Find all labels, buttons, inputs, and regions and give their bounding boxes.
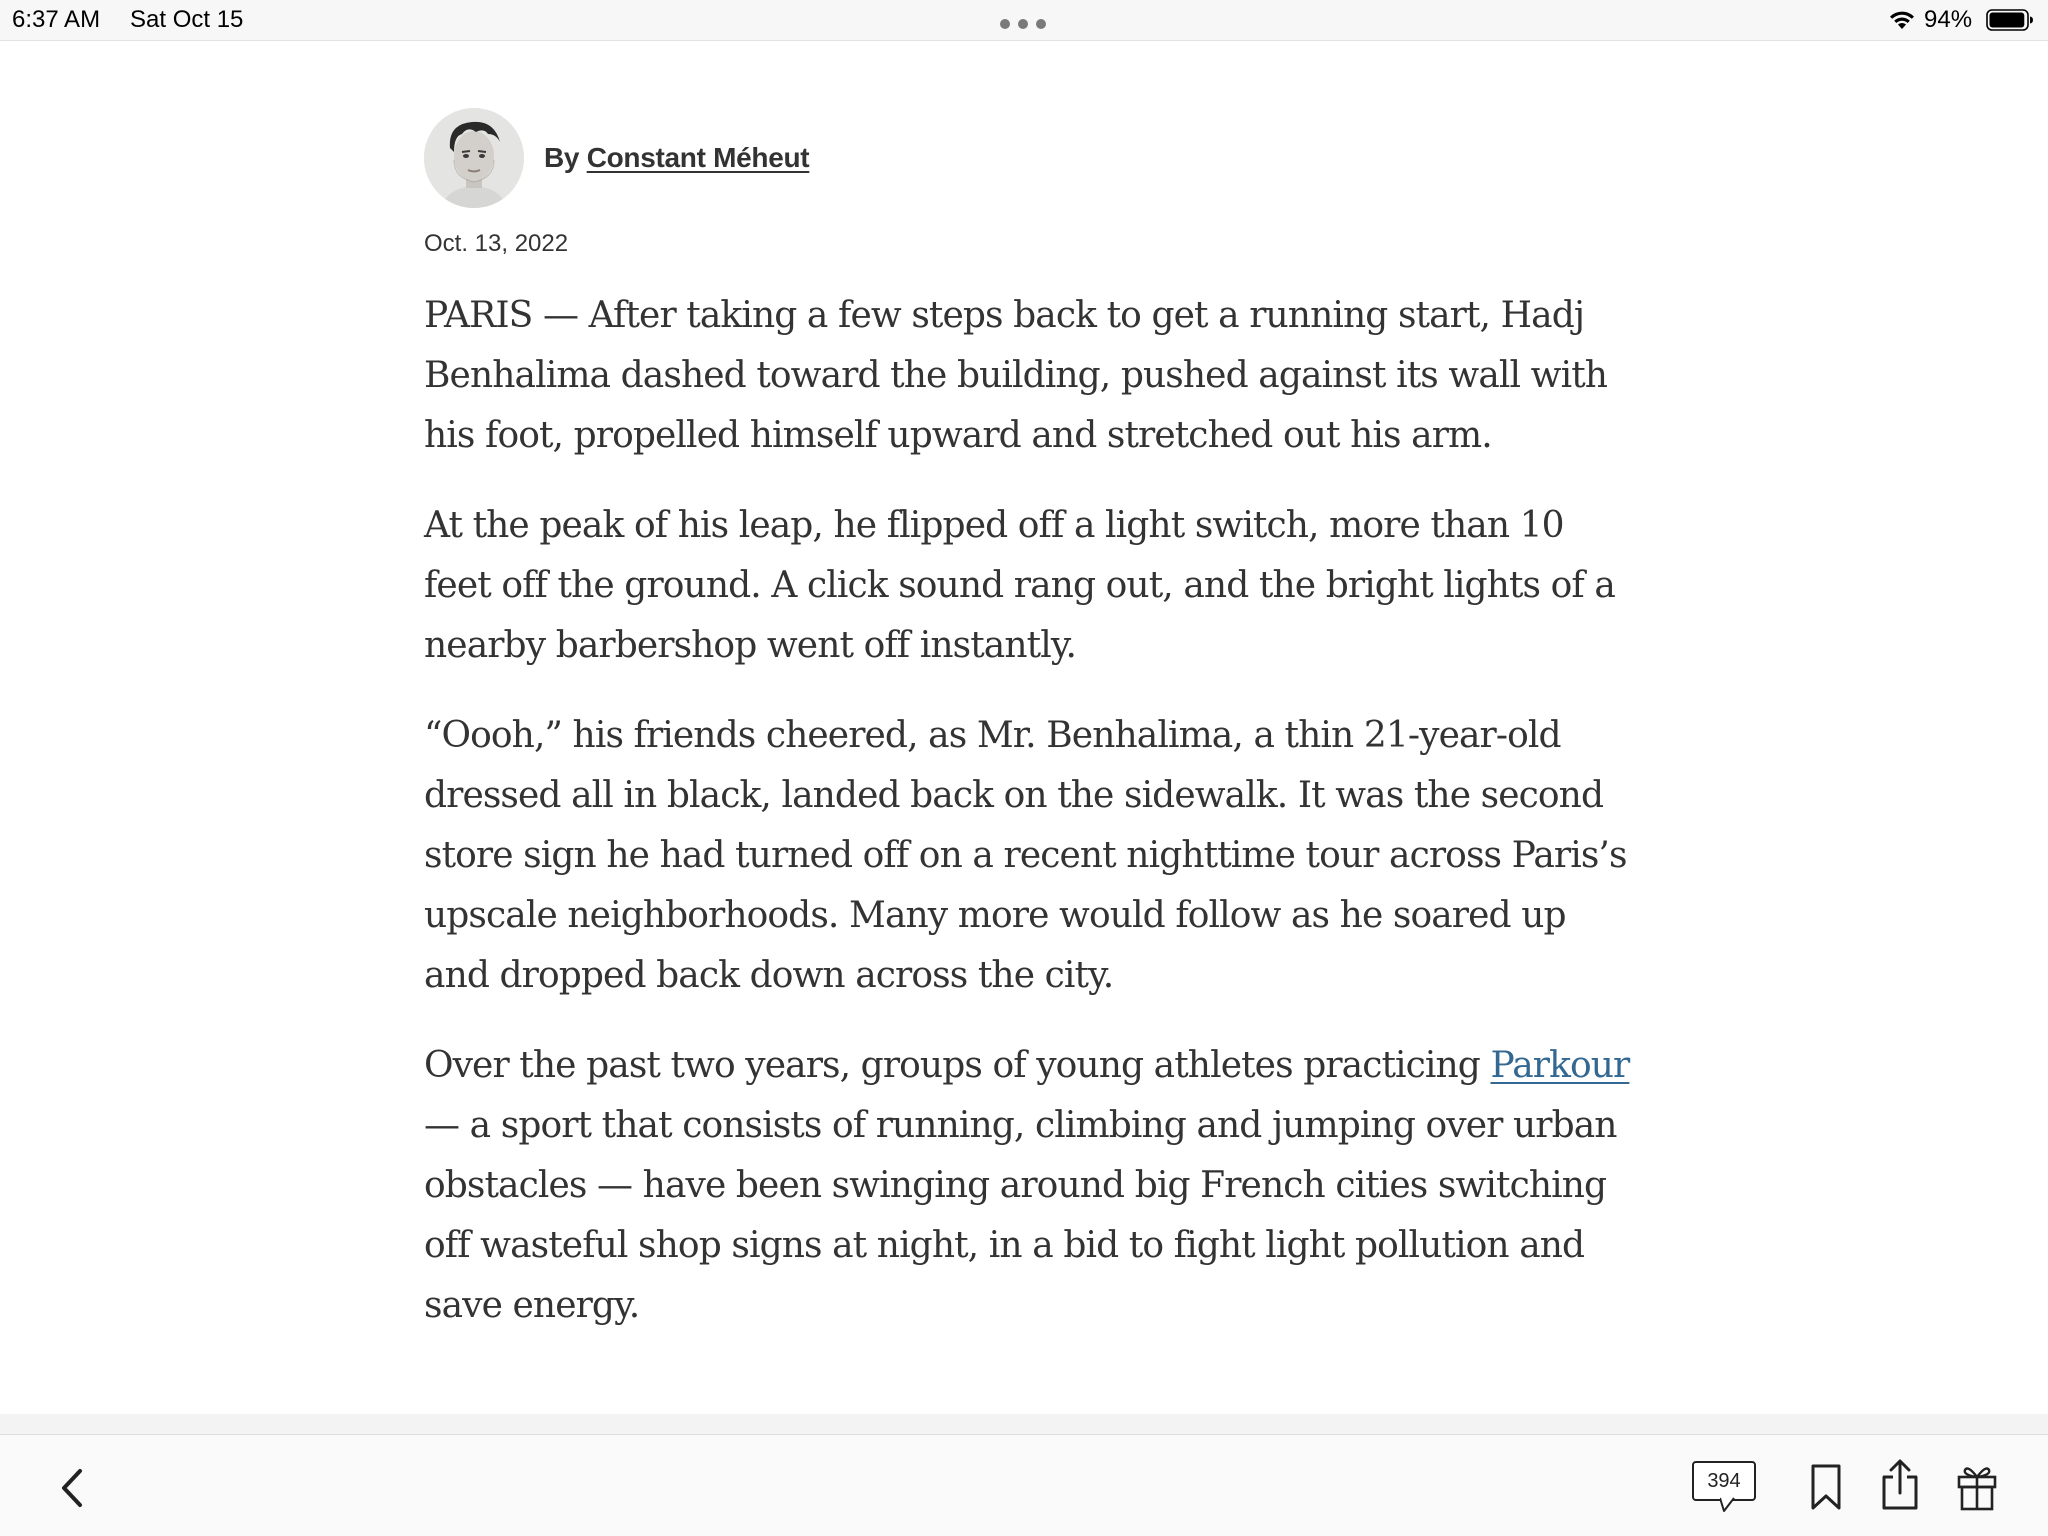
paragraph-1: PARIS — After taking a few steps back to get a running start, Hadj Benhalima dashed toward the building, pushed against its wall with his foot, propelled himself upward and stretched out his arm. — [424, 295, 1608, 456]
share-icon[interactable] — [1880, 1459, 1920, 1511]
comments-button[interactable] — [1692, 1461, 1762, 1513]
back-chevron-icon[interactable] — [52, 1465, 92, 1511]
gift-icon[interactable] — [1956, 1461, 1998, 1511]
paragraph-4-after-link: — a sport that consists of running, climbing and jumping over urban obstacles — have been swinging around big French cities switching off wasteful shop signs at night, in a bid to fight light pollution and save energy. — [424, 1105, 1617, 1326]
publish-date: Oct. 13, 2022 — [424, 230, 569, 257]
byline-text — [544, 142, 809, 174]
comments-icon — [1692, 1461, 1756, 1501]
author-link[interactable]: Constant Méheut — [586, 142, 810, 173]
comments-tail-icon — [1720, 1497, 1738, 1513]
comment-count: 394 — [1707, 1470, 1741, 1492]
battery-percent: 94% — [1924, 6, 1973, 33]
bottom-toolbar — [0, 1434, 2048, 1536]
byline — [424, 108, 1634, 208]
status-date: Sat Oct 15 — [130, 6, 244, 33]
paragraph-4-before-link: Over the past two years, groups of young athletes practicing — [424, 1045, 1491, 1086]
article-body — [424, 286, 1634, 1336]
battery-icon — [1986, 9, 2034, 31]
paragraph-4 — [424, 1036, 1634, 1336]
status-time: 6:37 AM — [12, 6, 101, 33]
author-avatar[interactable] — [424, 108, 524, 208]
parkour-link[interactable]: Parkour — [1490, 1045, 1630, 1086]
toolbar-separator — [0, 1414, 2048, 1434]
article — [424, 108, 1634, 1366]
paragraph-3: “Oooh,” his friends cheered, as Mr. Benhalima, a thin 21-year-old dressed all in black, landed back on the sidewalk. It was the second store sign he had turned off on a recent nighttime tour across Paris’s upscale neighborhoods. Many more would follow as he soared up and dropped back down across the city. — [424, 715, 1627, 996]
bookmark-icon[interactable] — [1808, 1463, 1844, 1511]
multitask-dots-icon[interactable] — [1000, 19, 1046, 29]
paragraph-2: At the peak of his leap, he flipped off a light switch, more than 10 feet off the ground. A click sound rang out, and the bright lights of a nearby barbershop went off instantly. — [424, 505, 1615, 666]
status-bar — [0, 0, 2048, 41]
wifi-icon — [1888, 8, 1916, 30]
byline-prefix: By — [544, 142, 587, 173]
author-photo — [424, 108, 524, 208]
